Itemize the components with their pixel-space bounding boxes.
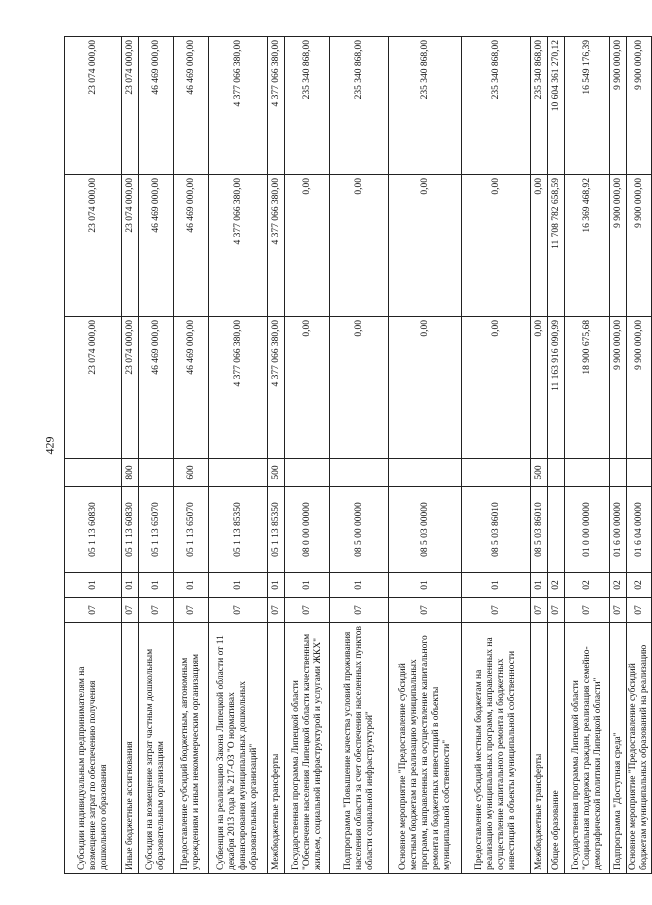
row-pr: 01 (389, 573, 462, 598)
row-pr: 02 (548, 573, 565, 598)
row-vr (389, 459, 462, 487)
row-sum-2: 11 708 782 658,59 (548, 175, 565, 317)
row-ved: 07 (610, 598, 627, 623)
row-vr (65, 459, 122, 487)
row-sum-2: 0,00 (285, 175, 330, 317)
row-sum-3: 235 340 868,00 (389, 37, 462, 175)
row-sum-3: 9 900 000,00 (627, 37, 652, 175)
budget-table (64, 36, 652, 874)
row-sum-1: 18 900 675,68 (565, 317, 610, 459)
row-sum-2: 46 469 000,00 (174, 175, 209, 317)
row-sum-1: 4 377 066 380,00 (209, 317, 268, 459)
row-pr: 02 (610, 573, 627, 598)
row-ved: 07 (139, 598, 174, 623)
row-pr: 01 (209, 573, 268, 598)
row-ved: 07 (627, 598, 652, 623)
row-sum-2: 0,00 (462, 175, 531, 317)
budget-table-wrapper (64, 37, 649, 874)
row-sum-1: 0,00 (285, 317, 330, 459)
row-ved: 07 (268, 598, 285, 623)
row-sum-2: 46 469 000,00 (139, 175, 174, 317)
row-sum-1: 23 074 000,00 (65, 317, 122, 459)
row-ved: 07 (285, 598, 330, 623)
row-vr (627, 459, 652, 487)
row-sum-2: 0,00 (389, 175, 462, 317)
row-ved: 07 (565, 598, 610, 623)
row-sum-2: 9 900 000,00 (610, 175, 627, 317)
row-name: Субвенция на реализацию Закона Липецкой области от 11 декабря 2013 года № 217-ОЗ "О нормативах финансирования муниципальных дошкольных образовательных организаций" (209, 623, 268, 874)
page-number-text: 429 (42, 436, 57, 454)
row-sum-3: 23 074 000,00 (122, 37, 139, 175)
row-pr: 01 (65, 573, 122, 598)
table-row (610, 37, 627, 874)
row-sum-2: 0,00 (330, 175, 389, 317)
row-name: Государственная программа Липецкой области "Обеспечение населения Липецкой области качественным жильем, социальной инфраструктурой и услугами ЖКХ" (285, 623, 330, 874)
row-name: Предоставление субсидий бюджетным, автономным учреждениям и иным некоммерческим организациям (174, 623, 209, 874)
row-sum-1: 11 163 916 090,99 (548, 317, 565, 459)
row-pr: 01 (268, 573, 285, 598)
table-row (389, 37, 462, 874)
row-ved: 07 (209, 598, 268, 623)
row-vr: 500 (531, 459, 548, 487)
row-pr: 01 (285, 573, 330, 598)
row-csr: 08 5 00 00000 (330, 487, 389, 573)
row-sum-3: 235 340 868,00 (462, 37, 531, 175)
table-row (122, 37, 139, 874)
row-sum-3: 235 340 868,00 (531, 37, 548, 175)
row-csr (548, 487, 565, 573)
row-ved: 07 (548, 598, 565, 623)
row-name: Подпрограмма "Доступная среда" (610, 623, 627, 874)
page-number (40, 430, 60, 460)
row-csr: 05 1 13 60830 (122, 487, 139, 573)
row-csr: 08 5 03 86010 (531, 487, 548, 573)
row-vr (610, 459, 627, 487)
row-pr: 01 (462, 573, 531, 598)
table-row (65, 37, 122, 874)
row-pr: 01 (531, 573, 548, 598)
row-sum-1: 0,00 (462, 317, 531, 459)
row-sum-3: 46 469 000,00 (139, 37, 174, 175)
row-sum-1: 4 377 066 380,00 (268, 317, 285, 459)
row-vr (565, 459, 610, 487)
row-ved: 07 (174, 598, 209, 623)
row-sum-2: 16 369 468,92 (565, 175, 610, 317)
row-csr: 05 1 13 65070 (174, 487, 209, 573)
row-sum-3: 46 469 000,00 (174, 37, 209, 175)
row-csr: 05 1 13 85350 (268, 487, 285, 573)
row-sum-3: 16 549 176,39 (565, 37, 610, 175)
table-row (174, 37, 209, 874)
row-pr: 02 (627, 573, 652, 598)
row-vr (139, 459, 174, 487)
row-sum-2: 0,00 (531, 175, 548, 317)
table-row (139, 37, 174, 874)
row-csr: 08 0 00 00000 (285, 487, 330, 573)
row-sum-1: 9 900 000,00 (627, 317, 652, 459)
row-vr (285, 459, 330, 487)
table-row (627, 37, 652, 874)
row-name: Основное мероприятие "Предоставление субсидий бюджетам муниципальных образований на реализацию (627, 623, 652, 874)
row-sum-1: 0,00 (531, 317, 548, 459)
row-sum-3: 4 377 066 380,00 (268, 37, 285, 175)
rotated-table-container (64, 37, 649, 874)
row-vr (330, 459, 389, 487)
row-ved: 07 (389, 598, 462, 623)
row-vr: 600 (174, 459, 209, 487)
row-sum-3: 10 604 361 270,12 (548, 37, 565, 175)
row-ved: 07 (531, 598, 548, 623)
row-csr: 05 1 13 85350 (209, 487, 268, 573)
row-sum-2: 23 074 000,00 (65, 175, 122, 317)
row-csr: 01 6 04 00000 (627, 487, 652, 573)
table-row (531, 37, 548, 874)
row-sum-2: 9 900 000,00 (627, 175, 652, 317)
row-name: Основное мероприятие "Предоставление субсидий местным бюджетам на реализацию муниципальных программ, направленных на осуществление капитального ремонта и бюджетных инвестиций в объекты муниципальной собственности" (389, 623, 462, 874)
row-sum-3: 23 074 000,00 (65, 37, 122, 175)
row-ved: 07 (122, 598, 139, 623)
row-csr: 01 0 00 00000 (565, 487, 610, 573)
table-row (462, 37, 531, 874)
table-row (565, 37, 610, 874)
row-csr: 08 5 03 86010 (462, 487, 531, 573)
row-sum-1: 0,00 (330, 317, 389, 459)
row-sum-2: 4 377 066 380,00 (268, 175, 285, 317)
row-name: Субсидия на возмещение затрат частным дошкольным образовательным организациям (139, 623, 174, 874)
table-body (65, 37, 652, 874)
row-pr: 01 (174, 573, 209, 598)
row-name: Межбюджетные трансферты (268, 623, 285, 874)
row-sum-1: 46 469 000,00 (174, 317, 209, 459)
row-sum-1: 0,00 (389, 317, 462, 459)
row-vr: 800 (122, 459, 139, 487)
row-csr: 01 6 00 00000 (610, 487, 627, 573)
row-sum-3: 4 377 066 380,00 (209, 37, 268, 175)
row-sum-2: 4 377 066 380,00 (209, 175, 268, 317)
row-ved: 07 (330, 598, 389, 623)
row-name: Государственная программа Липецкой области "Социальная поддержка граждан, реализация семейно-демографической политики Липецкой области" (565, 623, 610, 874)
row-name: Субсидии индивидуальным предпринимателям на возмещение затрат по обеспечению получения дошкольного образования (65, 623, 122, 874)
row-pr: 01 (139, 573, 174, 598)
row-vr (462, 459, 531, 487)
row-name: Межбюджетные трансферты (531, 623, 548, 874)
row-name: Общее образование (548, 623, 565, 874)
row-ved: 07 (65, 598, 122, 623)
row-pr: 02 (565, 573, 610, 598)
row-name: Иные бюджетные ассигнования (122, 623, 139, 874)
row-pr: 01 (122, 573, 139, 598)
row-csr: 08 5 03 00000 (389, 487, 462, 573)
row-sum-3: 235 340 868,00 (285, 37, 330, 175)
table-row (285, 37, 330, 874)
row-csr: 05 1 13 65070 (139, 487, 174, 573)
row-sum-1: 9 900 000,00 (610, 317, 627, 459)
row-name: Предоставление субсидий местным бюджетам на реализацию муниципальных программ, направленных на осуществление капитального ремонта и бюджетных инвестиций в объекты муниципальной собственности (462, 623, 531, 874)
row-sum-3: 235 340 868,00 (330, 37, 389, 175)
row-sum-2: 23 074 000,00 (122, 175, 139, 317)
row-sum-1: 23 074 000,00 (122, 317, 139, 459)
row-sum-1: 46 469 000,00 (139, 317, 174, 459)
table-row (548, 37, 565, 874)
table-row (268, 37, 285, 874)
table-row (209, 37, 268, 874)
row-ved: 07 (462, 598, 531, 623)
row-csr: 05 1 13 60830 (65, 487, 122, 573)
row-pr: 01 (330, 573, 389, 598)
row-vr (209, 459, 268, 487)
row-name: Подпрограмма "Повышение качества условий проживания населения области за счет обеспечения населенных пунктов области социальной инфраструктурой" (330, 623, 389, 874)
row-vr (548, 459, 565, 487)
table-row (330, 37, 389, 874)
row-sum-3: 9 900 000,00 (610, 37, 627, 175)
row-vr: 500 (268, 459, 285, 487)
